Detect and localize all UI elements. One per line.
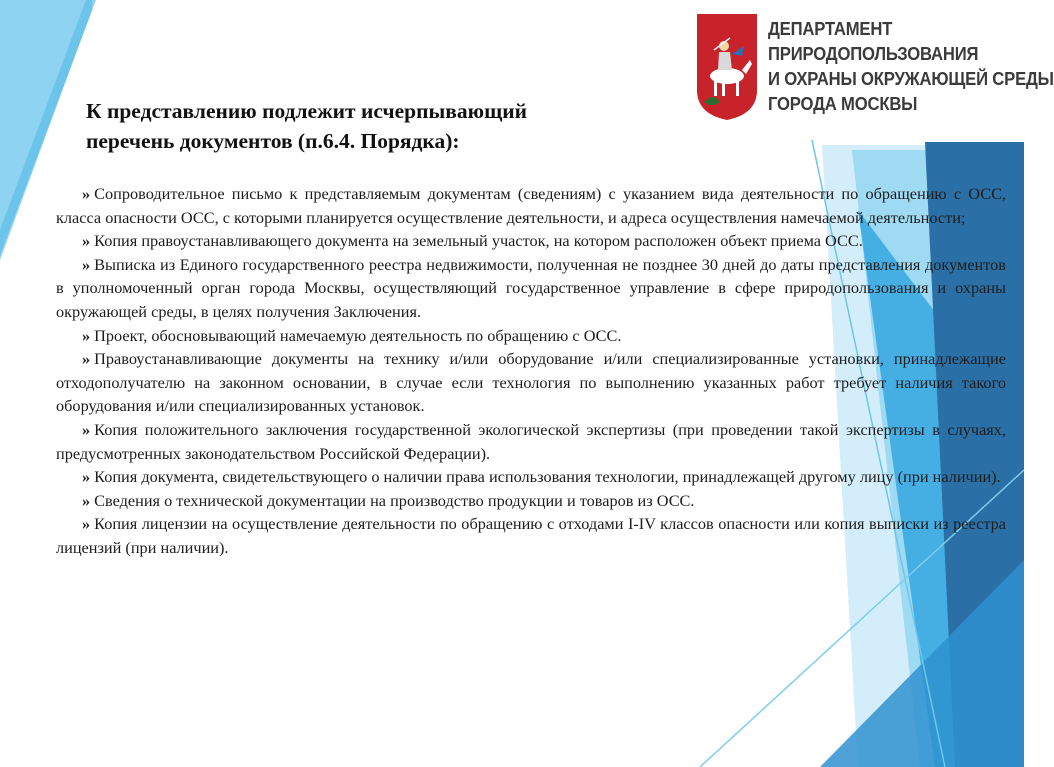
bullet-icon: » [82,349,91,369]
list-item-text: Копия положительного заключения государственной экологической экспертизы (при проведении такой экспертизы в случаях, предусмотренных законодательством Российской Федерации). [56,419,1006,463]
bullet-icon: » [82,514,91,534]
list-item-text: Копия документа, свидетельствующего о наличии права использования технологии, принадлежащей другому лицу (при наличии). [94,467,1001,487]
bullet-icon: » [82,184,91,203]
list-item-text: Копия лицензии на осуществление деятельности по обращению с отходами I-IV классов опасности или копия выписки из реестра лицензий (при наличии). [56,514,1006,557]
department-name [768,16,1054,116]
list-item [56,347,1006,418]
list-item [56,418,1006,465]
department-name-line-4: ГОРОДА МОСКВЫ [768,93,918,114]
list-item [56,253,1006,324]
department-logo [694,8,1054,124]
document-list [56,182,1006,560]
department-name-line-1: ДЕПАРТАМЕНТ [768,18,893,39]
list-item [56,182,1006,229]
list-item [56,229,1006,253]
department-name-line-3: И ОХРАНЫ ОКРУЖАЮЩЕЙ СРЕДЫ [768,68,1054,89]
list-item-text: Сведения о технической документации на производство продукции и товаров из ОСС. [94,490,695,510]
list-item [56,489,1006,513]
bullet-icon: » [82,325,91,345]
slide-title-line-1: К представлению подлежит исчерпывающий [86,99,528,123]
moscow-coat-of-arms-icon [694,10,760,122]
bullet-icon: » [82,254,91,274]
bullet-icon: » [82,467,91,487]
department-name-line-2: ПРИРОДОПОЛЬЗОВАНИЯ [768,43,979,64]
bullet-icon: » [82,231,91,251]
bullet-icon: » [82,490,91,510]
list-item-text: Сопроводительное письмо к представляемым документам (сведениям) с указанием вида деятельности по обращению с ОСС, класса опасности ОСС, с которыми планируется осуществление деятельности, и адреса осуществления намечаемой деятельности; [56,184,1006,227]
list-item [56,512,1006,559]
list-item-text: Выписка из Единого государственного реестра недвижимости, полученная не позднее 30 дней до даты представления документов в уполномоченный орган города Москвы, осуществляющий государственное управление в сфере природопользования и охраны окружающей среды, в целях получения Заключения. [56,254,1006,321]
bullet-icon: » [82,419,91,439]
slide-title [86,96,646,156]
slide-title-line-2: перечень документов (п.6.4. Порядка): [86,129,460,153]
list-item [56,465,1006,489]
list-item-text: Проект, обосновывающий намечаемую деятельность по обращению с ОСС. [94,325,622,345]
list-item-text: Копия правоустанавливающего документа на земельный участок, на котором расположен объект приема ОСС. [94,231,863,251]
list-item-text: Правоустанавливающие документы на технику и/или оборудование и/или специализированные установки, принадлежащие отходополучателю на законном основании, в случае если технология по выполнению указанных работ требует наличия такого оборудования и/или специализированных установок. [56,349,1006,416]
list-item [56,324,1006,348]
